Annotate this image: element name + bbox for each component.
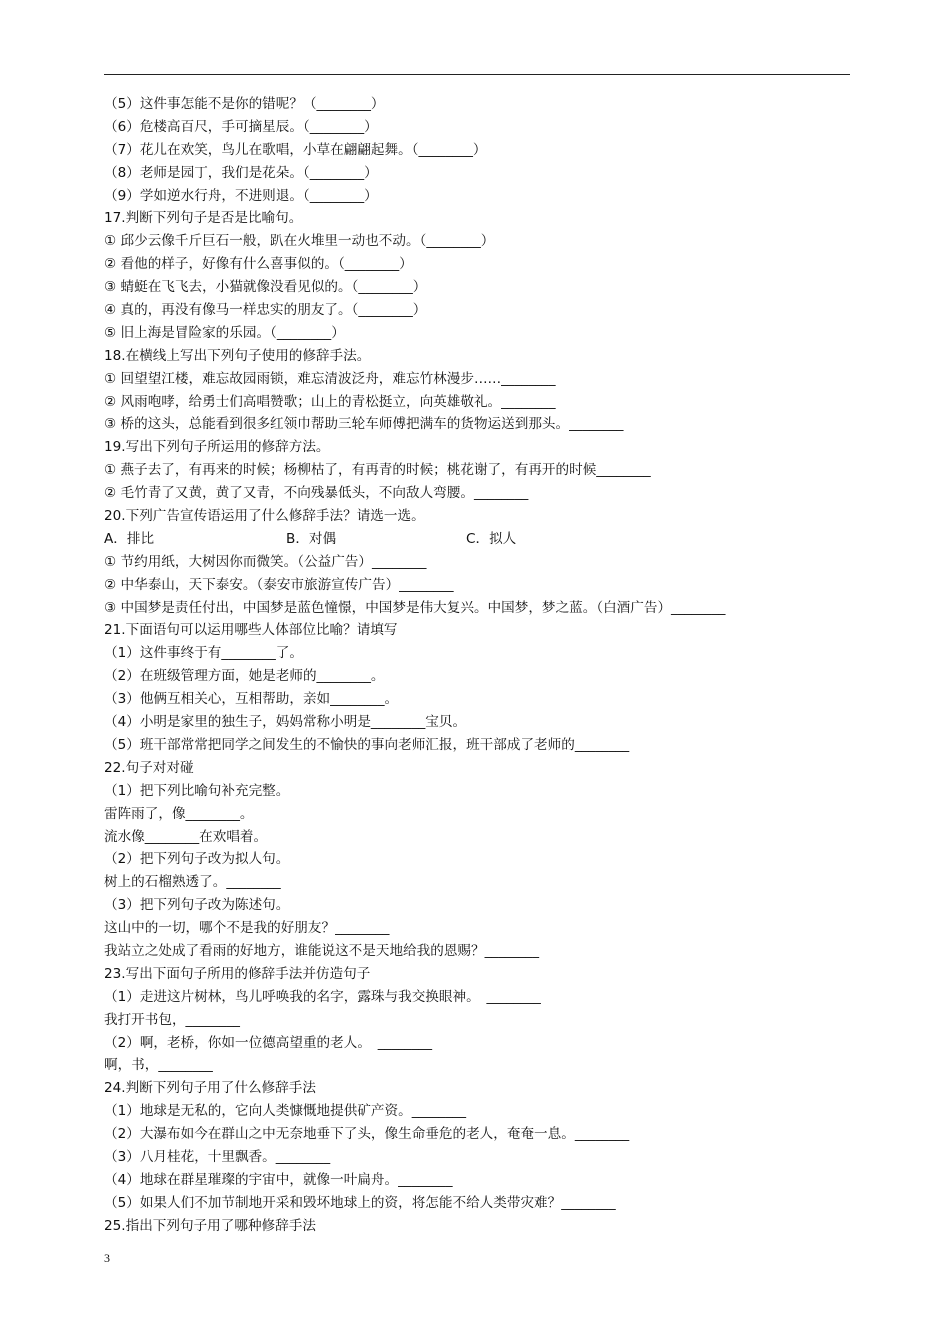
- text-line: （6）危楼高百尺，手可摘星辰。（________）: [104, 118, 378, 135]
- text-line: （3）把下列句子改为陈述句。: [104, 897, 290, 914]
- text-line: ① 燕子去了，有再来的时候；杨柳枯了，有再青的时候；桃花谢了，有再开的时候________: [104, 462, 651, 479]
- page-number: 3: [104, 1251, 110, 1265]
- text-line: （1）把下列比喻句补充完整。: [104, 782, 290, 799]
- text-line: 21.下面语句可以运用哪些人体部位比喻？请填写: [104, 622, 398, 639]
- text-line: （7）花儿在欢笑，鸟儿在歌唱，小草在翩翩起舞。（________）: [104, 141, 487, 158]
- text-line: （3）八月桂花，十里飘香。________: [104, 1148, 331, 1165]
- text-line: ③ 桥的这头，总能看到很多红领巾帮助三轮车师傅把满车的货物运送到那头。________: [104, 416, 624, 433]
- text-line: 流水像________在欢唱着。: [104, 828, 268, 845]
- text-line: ① 节约用纸，大树因你而微笑。（公益广告）________: [104, 553, 427, 570]
- header-rule: [104, 74, 850, 75]
- text-line: （2）在班级管理方面，她是老师的________。: [104, 668, 385, 685]
- option-b: B．对偶: [286, 530, 337, 547]
- option-c: C．拟人: [466, 530, 517, 547]
- text-line: 树上的石榴熟透了。________: [104, 874, 281, 891]
- text-line: （8）老师是园丁，我们是花朵。（________）: [104, 164, 378, 181]
- question-lines-after: [104, 551, 854, 1238]
- text-line: 25.指出下列句子用了哪种修辞手法: [104, 1217, 316, 1234]
- text-line: 22.句子对对碰: [104, 759, 194, 776]
- text-line: ③ 蜻蜓在飞飞去，小猫就像没看见似的。（________）: [104, 279, 427, 296]
- text-line: ② 看他的样子，好像有什么喜事似的。（________）: [104, 256, 413, 273]
- text-line: ② 毛竹青了又黄，黄了又青，不向残暴低头，不向敌人弯腰。________: [104, 485, 529, 502]
- text-line: 雷阵雨了，像________。: [104, 805, 254, 822]
- text-line: 我打开书包，________: [104, 1011, 240, 1028]
- text-line: （1）走进这片树林，鸟儿呼唤我的名字，露珠与我交换眼神。 ________: [104, 988, 541, 1005]
- text-line: ④ 真的，再没有像马一样忠实的朋友了。（________）: [104, 302, 427, 319]
- text-line: （2）啊，老桥，你如一位德高望重的老人。 ________: [104, 1034, 433, 1051]
- text-line: （5）如果人们不加节制地开采和毁坏地球上的资，将怎能不给人类带灾难？________: [104, 1194, 616, 1211]
- text-line: （1）地球是无私的，它向人类慷慨地提供矿产资。________: [104, 1103, 467, 1120]
- text-line: 我站立之处成了看雨的好地方，谁能说这不是天地给我的恩赐？________: [104, 942, 539, 959]
- text-line: ② 中华泰山，天下泰安。（泰安市旅游宣传广告）________: [104, 576, 454, 593]
- text-line: ② 风雨咆哮，给勇士们高唱赞歌；山上的青松挺立，向英雄敬礼。________: [104, 393, 556, 410]
- text-line: 啊，书，________: [104, 1057, 213, 1074]
- text-line: ① 回望望江楼，难忘故园雨锁，难忘清波泛舟，难忘竹林漫步……________: [104, 370, 556, 387]
- text-line: （1）这件事终于有________了。: [104, 645, 303, 662]
- text-line: （3）他俩互相关心，互相帮助，亲如________。: [104, 691, 399, 708]
- answer-options: [104, 528, 854, 551]
- text-line: （2）大瀑布如今在群山之中无奈地垂下了头，像生命垂危的老人，奄奄一息。________: [104, 1126, 630, 1143]
- text-line: 24.判断下列句子用了什么修辞手法: [104, 1080, 316, 1097]
- text-line: 20.下列广告宣传语运用了什么修辞手法？请选一选。: [104, 508, 425, 525]
- text-line: （9）学如逆水行舟，不进则退。（________）: [104, 187, 378, 204]
- text-line: （4）地球在群星璀璨的宇宙中，就像一叶扁舟。________: [104, 1171, 453, 1188]
- text-line: ① 邱少云像千斤巨石一般，趴在火堆里一动也不动。（________）: [104, 233, 495, 250]
- text-line: 19.写出下列句子所运用的修辞方法。: [104, 439, 330, 456]
- text-line: 17.判断下列句子是否是比喻句。: [104, 210, 303, 227]
- text-line: （5）这件事怎能不是你的错呢？（________）: [104, 96, 385, 112]
- text-line: 18.在横线上写出下列句子使用的修辞手法。: [104, 347, 371, 364]
- text-line: 这山中的一切，哪个不是我的好朋友？________: [104, 920, 390, 937]
- document-body: [104, 93, 854, 1238]
- text-line: ⑤ 旧上海是冒险家的乐园。（________）: [104, 324, 345, 341]
- text-line: 23.写出下面句子所用的修辞手法并仿造句子: [104, 965, 371, 982]
- text-line: （2）把下列句子改为拟人句。: [104, 851, 290, 868]
- option-a: A．排比: [104, 530, 155, 547]
- text-line: （4）小明是家里的独生子，妈妈常称小明是________宝贝。: [104, 714, 467, 731]
- text-line: （5）班干部常常把同学之间发生的不愉快的事向老师汇报，班干部成了老师的________: [104, 736, 630, 753]
- text-line: ③ 中国梦是责任付出，中国梦是蓝色憧憬，中国梦是伟大复兴。中国梦，梦之蓝。（白酒广告）________: [104, 599, 726, 616]
- question-lines-before: [104, 93, 854, 528]
